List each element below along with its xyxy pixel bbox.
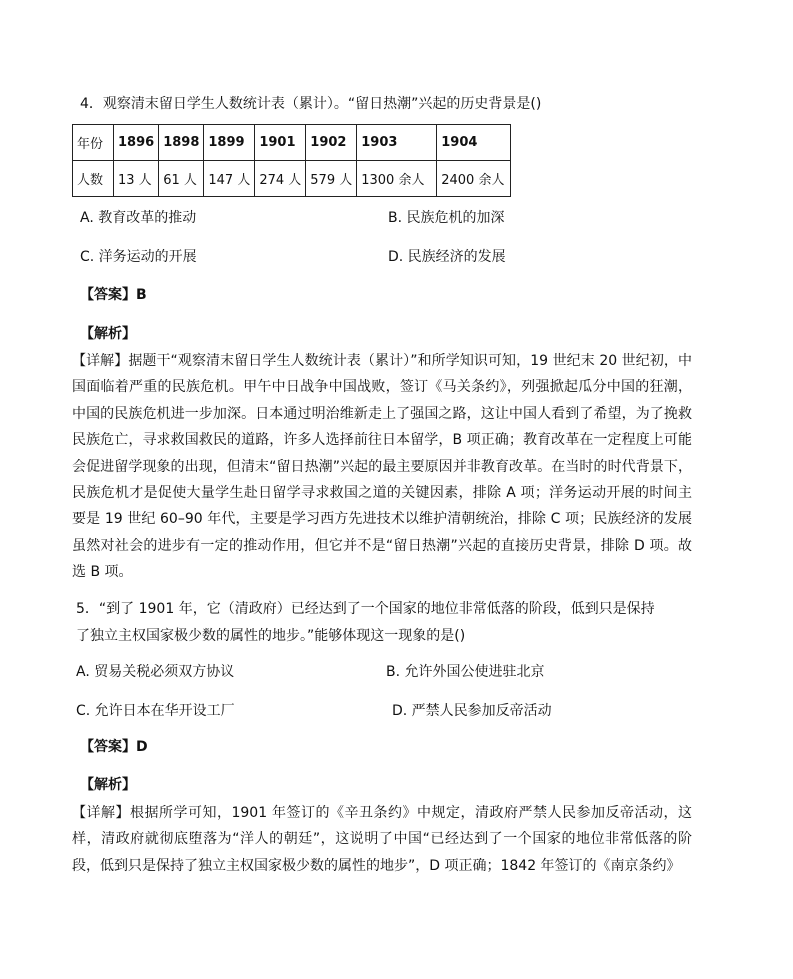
table-row-counts [73, 161, 511, 197]
question-5-detail: 【详解】根据所学可知，1901 年签订的《辛丑条约》中规定，清政府严禁人民参加反帝活动，这样，清政府就彻底堕落为“洋人的朝廷”，这说明了中国“已经达到了一个国家的地位非常低落的阶段，低到只是保持了独立主权国家极少数的属性的地步”，D 项正确；1842 年签订的《南京条约》 [72, 805, 692, 874]
question-5-option-b: B. 允许外国公使进驻北京 [386, 664, 545, 680]
question-5-option-c: C. 允许日本在华开设工厂 [76, 703, 235, 719]
table-cell: 1903 [357, 125, 437, 161]
question-4-answer: 【答案】B [80, 287, 147, 303]
table-cell: 年份 [73, 125, 114, 161]
question-4-stem: 4．观察清末留日学生人数统计表（累计）。“留日热潮”兴起的历史背景是() [80, 96, 542, 112]
table-cell: 2400 余人 [437, 161, 511, 197]
table-cell: 1901 [255, 125, 306, 161]
question-4-analysis-label: 【解析】 [80, 326, 136, 342]
table-cell: 1904 [437, 125, 511, 161]
table-cell: 579 人 [306, 161, 357, 197]
question-5-stem-line-2: 了独立主权国家极少数的属性的地步。”能够体现这一现象的是() [76, 628, 466, 644]
question-5-analysis-label: 【解析】 [80, 777, 136, 793]
question-4-detail: 【详解】据题干“观察清末留日学生人数统计表（累计）”和所学知识可知，19 世纪末 20 世纪初，中国面临着严重的民族危机。甲午中日战争中国战败，签订《马关条约》，列强掀起瓜分中国的狂潮，中国的民族危机进一步加深。日本通过明治维新走上了强国之路，这让中国人看到了希望，为了挽救民族危亡，寻求救国救民的道路，许多人选择前往日本留学，B 项正确；教育改革在一定程度上可能会促进留学现象的出现，但清末“留日热潮”兴起的最主要原因并非教育改革。在当时的时代背景下，民族危机才是促使大量学生赴日留学寻求救国之道的关键因素，排除 A 项；洋务运动开展的时间主要是 19 世纪 60–90 年代，主要是学习西方先进技术以维护清朝统治，排除 C 项；民族经济的发展虽然对社会的进步有一定的推动作用，但它并不是“留日热潮”兴起的直接历史背景，排除 D 项。故选 B 项。 [72, 353, 692, 581]
table-row-years [73, 125, 511, 161]
table-cell: 人数 [73, 161, 114, 197]
table-cell: 61 人 [159, 161, 204, 197]
question-5-option-d: D. 严禁人民参加反帝活动 [392, 703, 552, 719]
table-cell: 1902 [306, 125, 357, 161]
table-cell: 1896 [114, 125, 159, 161]
table-cell: 1300 余人 [357, 161, 437, 197]
question-4-option-a: A. 教育改革的推动 [80, 210, 197, 226]
table-cell: 1898 [159, 125, 204, 161]
question-4-option-d: D. 民族经济的发展 [388, 249, 506, 265]
table-cell: 274 人 [255, 161, 306, 197]
table-cell: 147 人 [204, 161, 255, 197]
question-5-stem-line-1: 5．“到了 1901 年，它（清政府）已经达到了一个国家的地位非常低落的阶段，低到只是保持 [76, 601, 655, 617]
question-4-option-b: B. 民族危机的加深 [388, 210, 505, 226]
question-5-answer: 【答案】D [80, 739, 148, 755]
study-abroad-statistics-table [72, 124, 511, 197]
table-cell: 13 人 [114, 161, 159, 197]
question-5-option-a: A. 贸易关税必须双方协议 [76, 664, 235, 680]
question-4-option-c: C. 洋务运动的开展 [80, 249, 197, 265]
table-cell: 1899 [204, 125, 255, 161]
